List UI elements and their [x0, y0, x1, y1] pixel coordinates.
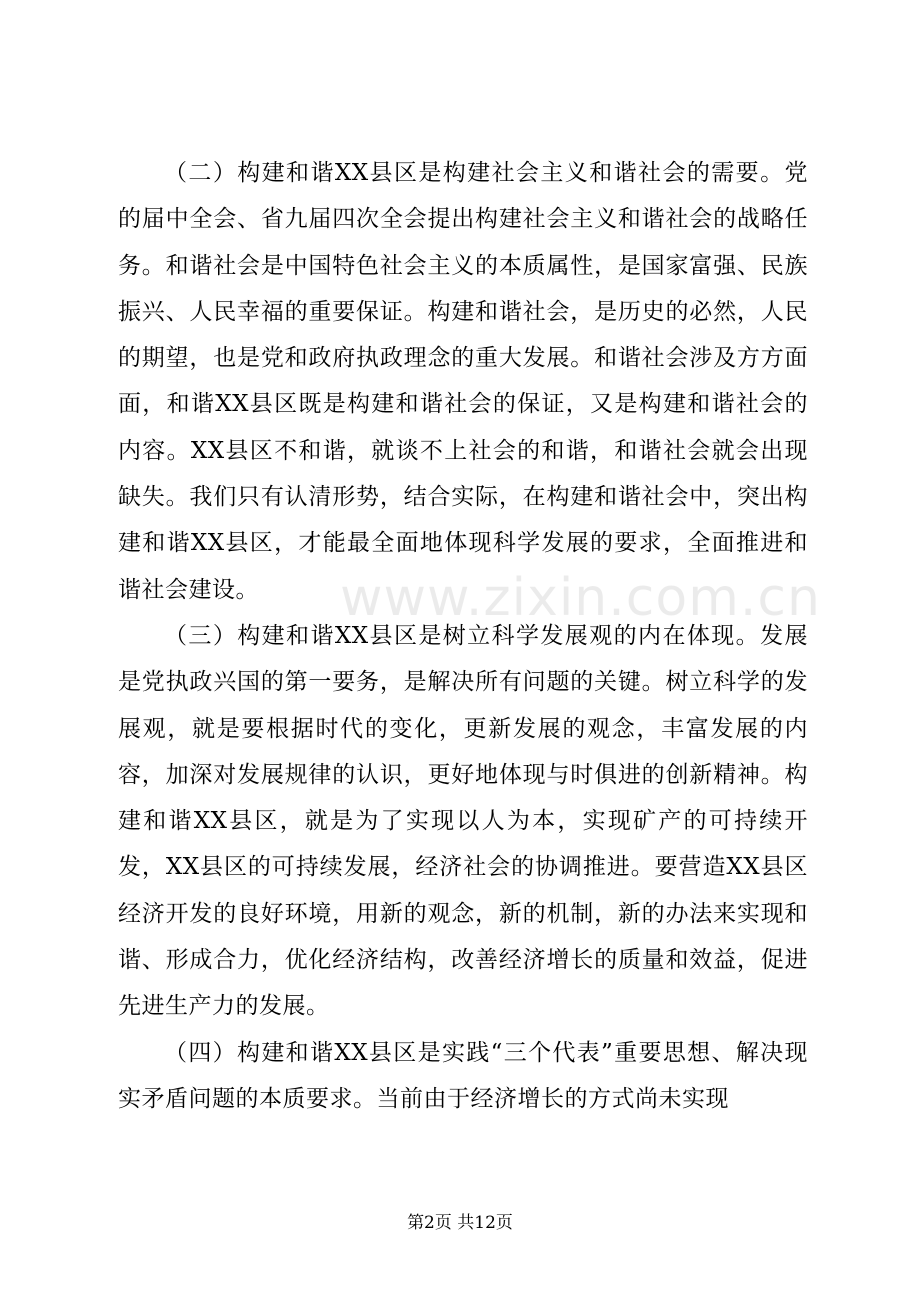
paragraph-2: （二）构建和谐XX县区是构建社会主义和谐社会的需要。党的届中全会、省九届四次全会提出构建社会主义和谐社会的战略任务。和谐社会是中国特色社会主义的本质属性，是国家富强、民族振兴、人民幸福的重要保证。构建和谐社会，是历史的必然，人民的期望，也是党和政府执政理念的重大发展。和谐社会涉及方方面面，和谐XX县区既是构建和谐社会的保证，又是构建和谐社会的内容。XX县区不和谐，就谈不上社会的和谐，和谐社会就会出现缺失。我们只有认清形势，结合实际，在构建和谐社会中，突出构建和谐XX县区，才能最全面地体现科学发展的要求，全面推进和谐社会建设。 — [118, 160, 808, 603]
watermark-text: www.zixin.com.cn — [340, 568, 821, 628]
paragraph-3: （三）构建和谐XX县区是树立科学发展观的内在体现。发展是党执政兴国的第一要务，是解决所有问题的关键。树立科学的发展观，就是要根据时代的变化，更新发展的观念，丰富发展的内容，加深对发展规律的认识，更好地体现与时俱进的创新精神。构建和谐XX县区，就是为了实现以人为本，实现矿产的可持续开发，XX县区的可持续发展，经济社会的协调推进。要营造XX县区经济开发的良好环境，用新的观念，新的机制，新的办法来实现和谐、形成合力，优化经济结构，改善经济增长的质量和效益，促进先进生产力的发展。 — [118, 622, 808, 1020]
document-body — [118, 150, 808, 1122]
page-footer: 第2页 共12页 — [407, 1213, 513, 1233]
paragraph-4: （四）构建和谐XX县区是实践“三个代表”重要思想、解决现实矛盾问题的本质要求。当前由于经济增长的方式尚未实现 — [118, 1039, 808, 1112]
